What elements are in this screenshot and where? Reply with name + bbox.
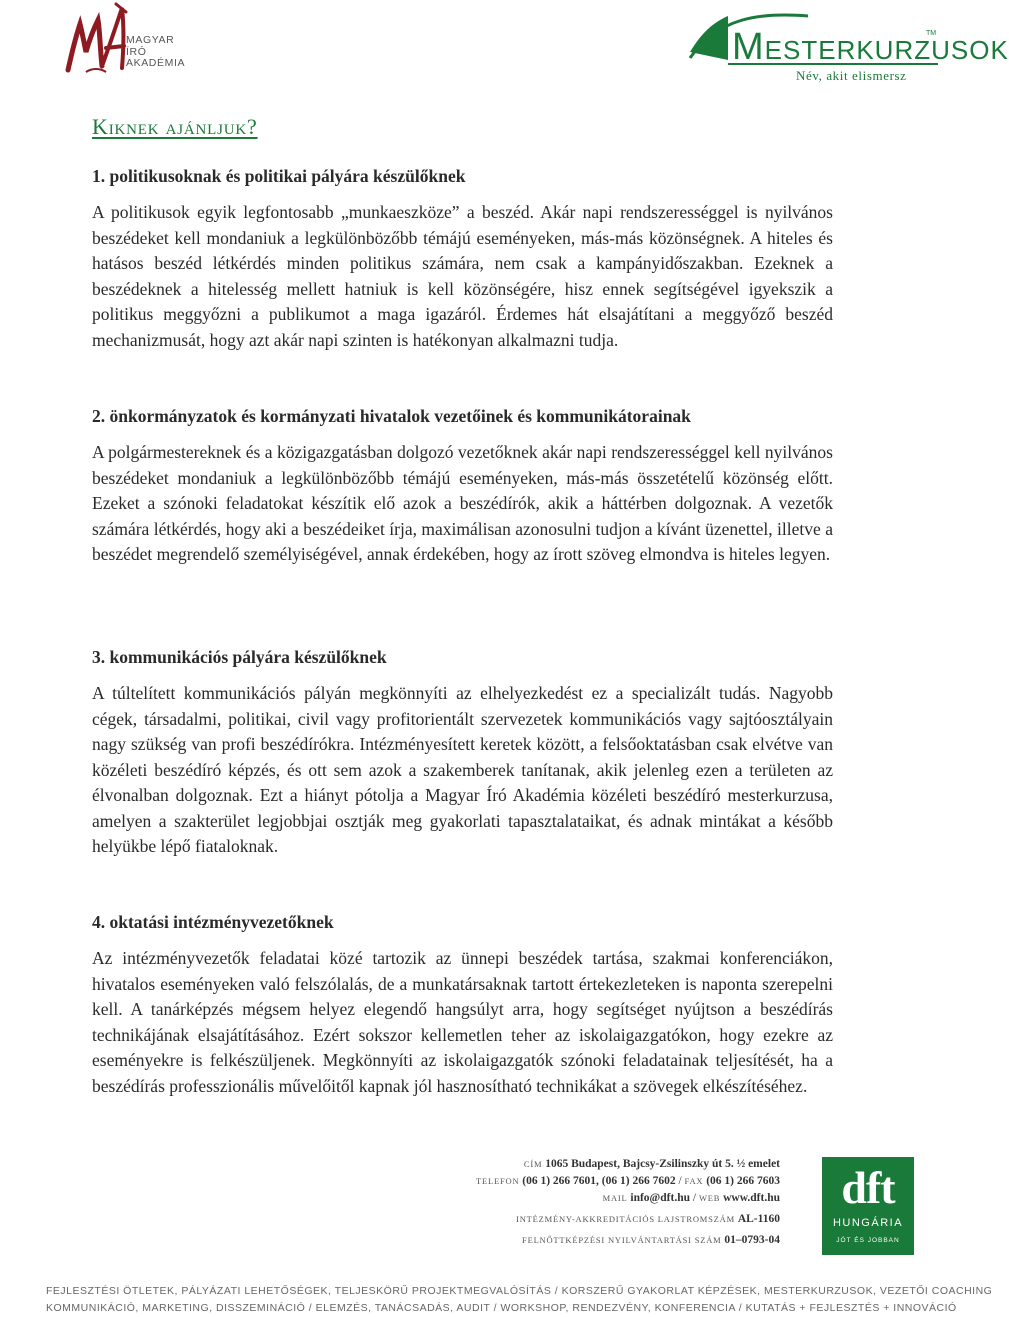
footer-services <box>46 1283 993 1317</box>
section-heading: 1. politikusoknak és politikai pályára készülőknek <box>92 166 466 186</box>
section-body: A polgármestereknek és a közigazgatásban dolgozó vezetőknek akár napi rendszerességgel kell nyilvános beszédeket mondaniuk a legkülönbözőbb témájú eseményeken, más-más összetételű közönség előtt. Ezeket a szónoki feladatokat készítik elő azok a beszédírók, akik a háttérben dolgoznak. A vezetők számára létkérdés, hogy aki a beszédeiket írja, maximálisan azonosulni tudjon a kívánt üzenettel, illetve a beszédet megrendelő személyiségével, annak érdekében, hogy az írott szöveg elmondva is hiteles legyen. <box>92 442 833 564</box>
section-communications <box>92 646 833 860</box>
dft-hungaria-logo <box>822 1157 914 1255</box>
separator: / <box>692 1192 697 1204</box>
adult-education-value: 01–0793-04 <box>724 1234 780 1246</box>
footer-line-2: KOMMUNIKÁCIÓ, MARKETING, DISSZEMINÁCIÓ / ELEMZÉS, TANÁCSADÁS, AUDIT / WORKSHOP, RENDEZVÉNY, KONFERENCIA / KUTATÁS + FEJLESZTÉS + INNOVÁCIÓ <box>46 1302 957 1314</box>
mesterkurzusok-tagline: Név, akit elismersz <box>796 68 907 83</box>
mesterkurzusok-logo <box>688 8 1009 84</box>
mail-label: MAIL <box>602 1193 628 1203</box>
section-body: A politikusok egyik legfontosabb „munkaeszköze” a beszéd. Akár napi rendszerességgel is nyilvános beszédeket kell mondaniuk a legkülönbözőbb témájú eseményeken, más-más közönségnek. A hiteles és hatásos beszéd létkérdés minden politikus számára, nem csak a kampányidőszakban. Ezeknek a beszédeknek a hitelesség mellett hatniuk is kell közönségére, hisz ennek segítségével igyekszik a politikus meggyőzni a publikumot a maga igazáról. Érdemes hát elsajátítani a meggyőző beszéd mechanizmusát, hogy azt akár napi szinten is hatékonyan alkalmazni tudja. <box>92 202 833 350</box>
logo-line-3: AKADÉMIA <box>126 57 186 69</box>
logo-line-1: MAGYAR <box>126 34 175 46</box>
section-politicians <box>92 165 833 353</box>
dft-wordmark: dft <box>841 1162 895 1213</box>
phone-value: (06 1) 266 7601, (06 1) 266 7602 <box>522 1175 676 1187</box>
mia-monogram-icon <box>62 2 132 78</box>
accreditation-value: AL-1160 <box>737 1213 780 1225</box>
section-heading: 2. önkormányzatok és kormányzati hivatalok vezetőinek és kommunikátorainak <box>92 406 691 426</box>
section-local-governments <box>92 405 833 568</box>
logo-line-2: ÍRÓ <box>126 45 147 58</box>
section-heading: 3. kommunikációs pályára készülőknek <box>92 647 387 667</box>
accreditation-row <box>470 1211 780 1228</box>
fax-label: FAX <box>684 1176 704 1186</box>
address-value: 1065 Budapest, Bajcsy-Zsilinszky út 5. ½ emelet <box>545 1158 780 1170</box>
dft-slogan: JÓT ÉS JOBBAN <box>836 1237 900 1244</box>
adult-education-row <box>470 1232 780 1249</box>
section-body: A túltelített kommunikációs pályán megkönnyíti az elhelyezkedést ez a specializált tudás. Nagyobb cégek, társadalmi, politikai, civil vagy profitorientált szervezetek kommunikációs vagy sajtóosztályain nagy szükség van profi beszédírókra. Intézményesített keretek között, a felsőoktatásban csak elvétve van közéleti beszédíró képzés, és ott sem azok a szakemberek tanítanak, akik jelenleg ezen a területen az élvonalban dolgoznak. Ezt a hiányt pótolja a Magyar Író Akadémia közéleti beszédíró mesterkurzusa, amelyen a szakterület legjobbjai osztják meg gyakorlati tapasztalataikat, és adnak mintákat a később helyükbe lépő fiataloknak. <box>92 683 833 856</box>
trademark-sign: TM <box>926 30 937 37</box>
mail-web-row <box>470 1190 780 1207</box>
section-education-leaders <box>92 911 833 1099</box>
phone-fax-row <box>470 1173 780 1190</box>
dft-country: HUNGÁRIA <box>832 1217 904 1229</box>
contact-block <box>470 1156 780 1249</box>
mail-link[interactable]: info@dft.hu <box>630 1192 690 1204</box>
fax-value: (06 1) 266 7603 <box>706 1175 780 1187</box>
web-label: WEB <box>698 1193 721 1203</box>
web-link[interactable]: www.dft.hu <box>723 1192 780 1204</box>
page-title: Kiknek ajánljuk? <box>92 114 258 139</box>
footer-line-1: FEJLESZTÉSI ÖTLETEK, PÁLYÁZATI LEHETŐSÉGEK, TELJESKÖRŰ PROJEKTMEGVALÓSÍTÁS / KORSZERŰ GYAKORLAT KÉPZÉSEK, MESTERKURZUSOK, VEZETŐI COACHING <box>46 1285 993 1297</box>
address-label: CÍM <box>523 1159 543 1169</box>
mesterkurzusok-wordmark: MESTERKURZUSOK <box>732 26 1009 68</box>
section-body: Az intézményvezetők feladatai közé tartozik az ünnepi beszédek tartása, szakmai konferenciákon, hivatalos eseményeken való felszólalás, de a munkatársaknak tartott értekezleteken is naponta szerepelni kell. A tanárképzés mégsem helyez elegendő hangsúlyt arra, hogy segítséget nyújtson a beszédírás technikájának elsajátításához. Ezért sokszor kellemetlen teher az iskolaigazgatókon, hogy ezekre az eseményekre is felkészüljenek. Megkönnyíti az iskolaigazgatók szónoki feladatainak teljesítését, ha a beszédírás professzionális művelőitől kapnak jól hasznosítható technikákat a szövegek elkészítéséhez. <box>92 948 833 1096</box>
adult-education-label: FELNŐTTKÉPZÉSI NYILVÁNTARTÁSI SZÁM <box>522 1235 722 1245</box>
phone-label: TELEFON <box>476 1176 520 1186</box>
section-heading: 4. oktatási intézményvezetőknek <box>92 912 334 932</box>
accreditation-label: INTÉZMÉNY-AKKREDITÁCIÓS LAJSTROMSZÁM <box>516 1214 735 1224</box>
magyar-iro-akademia-logo <box>62 2 212 78</box>
separator: / <box>678 1175 682 1187</box>
address-row <box>470 1156 780 1173</box>
